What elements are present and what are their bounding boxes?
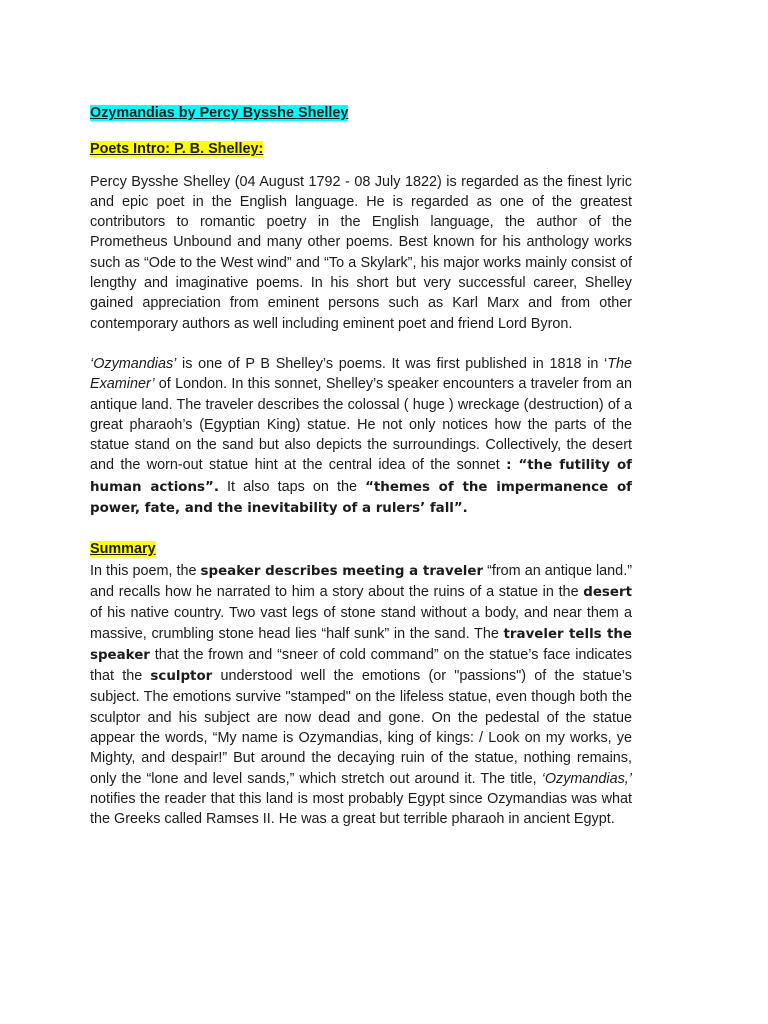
summary-text-2: “from an antique land.” and recalls how he narrated to him a story about the ruins of a statue in the — [90, 562, 632, 600]
summary-paragraph — [90, 561, 632, 830]
summary-bold-desert: desert — [583, 584, 632, 600]
document-title: Ozymandias by Percy Bysshe Shelley — [90, 105, 349, 121]
summary-bold-speaker: speaker describes meeting a traveler — [200, 563, 484, 579]
intro-heading: Poets Intro: P. B. Shelley: — [90, 141, 264, 158]
summary-heading: Summary — [90, 541, 156, 558]
about-poem-paragraph — [90, 354, 632, 519]
summary-bold-sculptor: sculptor — [150, 669, 213, 685]
para2-text-3: It also taps on the — [218, 478, 366, 495]
summary-text-4: that the frown and “sneer of cold command” on the statue’s face indicates that the — [90, 646, 632, 685]
intro-heading-line — [90, 139, 632, 159]
summary-text-1: In this poem, the — [90, 562, 201, 579]
intro-paragraph: Percy Bysshe Shelley (04 August 1792 - 08 July 1822) is regarded as the finest lyric and epic poet in the English language. He is regarded as one of the greatest contributors to romantic poetry in the English language, the author of the Prometheus Unbound and many other poems. Best known for his anthology works such as “Ode to the West wind” and “To a Skylark”, his major works mainly consist of lengthy and imaginative poems. In his short but very successful career, Shelley gained appreciation from eminent persons such as Karl Marx and from other contemporary authors as well including eminent poet and friend Lord Byron. — [90, 173, 632, 332]
publication-title-italic: The Examiner’ — [90, 355, 632, 393]
document-title-line — [90, 103, 632, 123]
summary-bold-traveler: traveler tells the speaker — [90, 626, 632, 663]
summary-heading-line — [90, 539, 632, 559]
poem-title-italic: ‘Ozymandias’ — [90, 355, 177, 372]
para2-text-1: is one of P B Shelley’s poems. It was first published in 1818 in ‘ — [176, 355, 608, 372]
summary-text-3: of his native country. Two vast legs of stone stand without a body, and near them a massive, crumbling stone head lies “half sunk” in the sand. The — [90, 605, 632, 642]
summary-text-5: understood well the emotions (or "passions") of the statue’s subject. The emotions survive "stamped" on the lifeless statue, even though both the sculptor and his subject are now dead and gone. On the pedestal of the statue appear the words, “My name is Ozymandias, king of kings: / Look on my works, ye Mighty, and despair!” But around the decaying ruin of the statue, nothing remains, only the “lone and level sands,” which stretch out around it. The title, — [90, 668, 632, 787]
themes-bold: “themes of the impermanence of power, fate, and the inevitability of a rulers’ fall”. — [90, 479, 632, 517]
summary-title-italic: ‘Ozymandias,’ — [541, 770, 632, 787]
central-idea-bold: : “the futility of human actions”. — [90, 458, 632, 495]
document-page — [90, 100, 632, 830]
summary-text-6: notifies the reader that this land is most probably Egypt since Ozymandias was what the Greeks called Ramses II. He was a great but terrible pharaoh in ancient Egypt. — [90, 790, 632, 828]
para2-text-2: of London. In this sonnet, Shelley’s speaker encounters a traveler from an antique land. The traveler describes the colossal ( huge ) wreckage (destruction) of a great pharaoh’s (Egyptian King) statue. He not only notices how the parts of the statue stand on the sand but also depicts the surroundings. Collectively, the desert and the worn-out statue hint at the central idea of the sonnet — [90, 376, 632, 474]
